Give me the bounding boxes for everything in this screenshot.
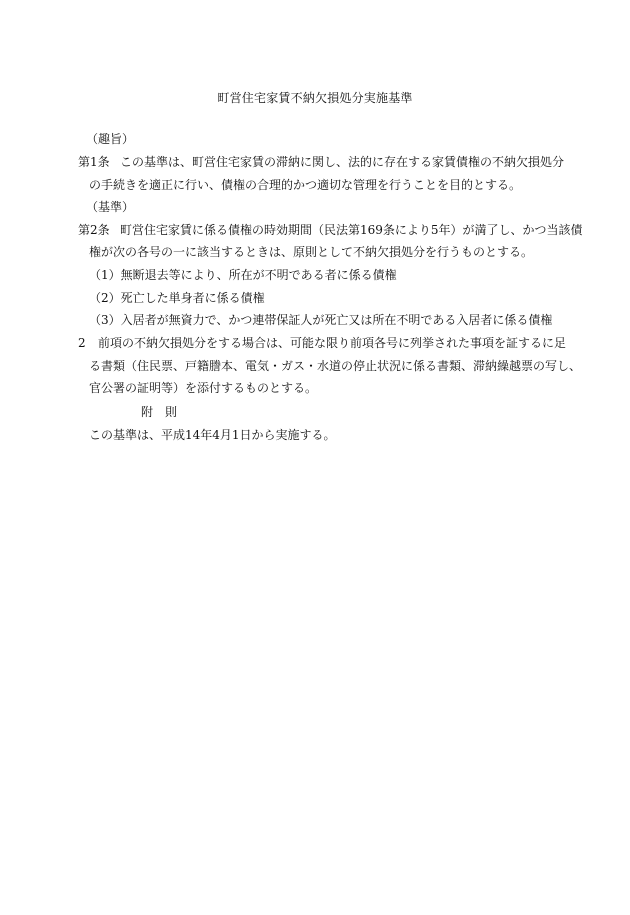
item-text: 無断退去等により、所在が不明である者に係る債権 <box>120 268 397 282</box>
paragraph-number: 2 <box>78 336 86 350</box>
article2-item-2 <box>89 290 265 306</box>
heading-standard: （基準） <box>86 200 135 214</box>
supplementary-text: この基準は、平成14年4月1日から実施する。 <box>89 428 336 442</box>
document-title: 町営住宅家賃不納欠損処分実施基準 <box>217 91 413 105</box>
para2-text-line2: る書類（住民票、戸籍謄本、電気・ガス・水道の停止状況に係る書類、滞納繰越票の写し、 <box>89 359 582 373</box>
item-number: （1） <box>89 268 121 282</box>
article1-label: 第1条 <box>78 155 110 169</box>
article2-item-1 <box>89 267 397 283</box>
article2-text-line1: 町営住宅家賃に係る債権の時効期間（民法第169条により5年）が満了し、かつ当該債 <box>120 223 583 237</box>
article2-line1 <box>78 222 583 238</box>
item-number: （2） <box>89 291 121 305</box>
article2-para2-line1 <box>78 335 566 351</box>
article2-item-3 <box>89 312 552 328</box>
supplementary-heading: 附 則 <box>141 405 178 419</box>
para2-text-line1: 前項の不納欠損処分をする場合は、可能な限り前項各号に列挙された事項を証するに足 <box>98 336 567 350</box>
item-number: （3） <box>89 313 121 327</box>
article1-text-line1: この基準は、町営住宅家賃の滞納に関し、法的に存在する家賃債権の不納欠損処分 <box>120 155 565 169</box>
item-text: 入居者が無資力で、かつ連帯保証人が死亡又は所在不明である入居者に係る債権 <box>120 313 553 327</box>
para2-text-line3: 官公署の証明等）を添付するものとする。 <box>89 381 318 395</box>
heading-purpose: （趣旨） <box>86 132 135 146</box>
article2-text-line2: 権が次の各号の一に該当するときは、原則として不納欠損処分を行うものとする。 <box>89 245 534 259</box>
item-text: 死亡した単身者に係る債権 <box>120 291 265 305</box>
article1-line1 <box>78 154 564 170</box>
article2-label: 第2条 <box>78 223 110 237</box>
article1-text-line2: の手続きを適正に行い、債権の合理的かつ適切な管理を行うことを目的とする。 <box>89 178 522 192</box>
